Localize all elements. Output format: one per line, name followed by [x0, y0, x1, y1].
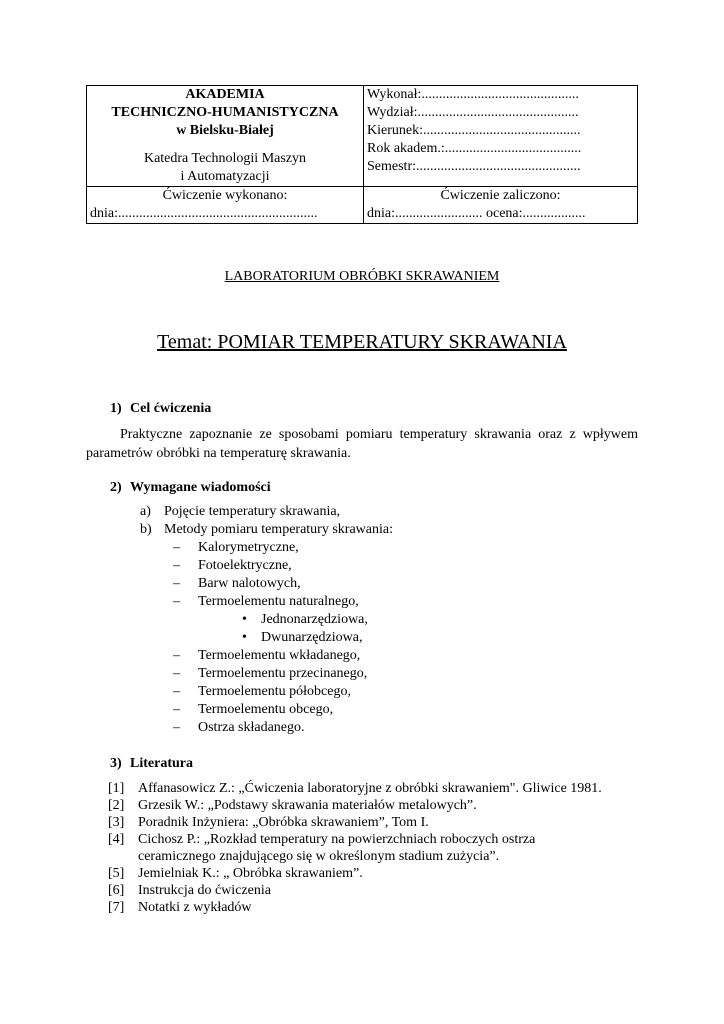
reference-number: [4]: [108, 832, 125, 847]
reference-number: [3]: [108, 815, 125, 830]
bullet-marker: •: [242, 630, 247, 645]
exercise-passed-cell: [364, 187, 638, 224]
dash-marker: –: [173, 648, 180, 663]
list-item-text: Metody pomiaru temperatury skrawania:: [164, 522, 393, 537]
field-rok-akademicki: Rok akadem.:.......................................: [367, 141, 582, 156]
section-1-text: Praktyczne zapoznanie ze sposobami pomiaru temperatury skrawania oraz z wpływem parametrów obróbki na temperaturę skrawania.: [86, 427, 638, 461]
list-marker: b): [140, 522, 152, 537]
reference-text: Poradnik Inżyniera: „Obróbka skrawaniem”, Tom I.: [138, 815, 429, 830]
reference-number: [7]: [108, 900, 125, 915]
lab-title: LABORATORIUM OBRÓBKI SKRAWANIEM: [224, 269, 500, 284]
institution-line3: w Bielsku-Białej: [176, 123, 274, 138]
method-text: Termoelementu wkładanego,: [198, 648, 361, 663]
reference-number: [6]: [108, 883, 125, 898]
method-text: Ostrza składanego.: [198, 720, 305, 735]
reference-number: [1]: [108, 781, 125, 796]
reference-text: Instrukcja do ćwiczenia: [138, 883, 271, 898]
section-1-title: Cel ćwiczenia: [130, 401, 212, 416]
method-text: Fotoelektryczne,: [198, 558, 292, 573]
method-text: Kalorymetryczne,: [198, 540, 299, 555]
section-1-heading: [110, 401, 211, 417]
reference-text: Jemielniak K.: „ Obróbka skrawaniem”.: [138, 866, 363, 881]
list-marker: a): [140, 504, 151, 519]
reference-text: Notatki z wykładów: [138, 900, 252, 915]
reference-text: ceramicznego znajdującego się w określonym stadium zużycia”.: [138, 849, 500, 864]
reference-number: [2]: [108, 798, 125, 813]
method-text: Termoelementu półobcego,: [198, 684, 351, 699]
exercise-done-cell: [87, 187, 364, 224]
method-text: Barw nalotowych,: [198, 576, 301, 591]
list-item-text: Pojęcie temperatury skrawania,: [164, 504, 341, 519]
section-3-number: 3): [110, 756, 122, 771]
institution-line2: TECHNICZNO-HUMANISTYCZNA: [111, 105, 339, 120]
dash-marker: –: [173, 594, 180, 609]
method-text: Termoelementu przecinanego,: [198, 666, 368, 681]
field-kierunek: Kierunek:.............................................: [367, 123, 581, 138]
institution-line1: AKADEMIA: [185, 87, 265, 102]
section-3-title: Literatura: [130, 756, 193, 771]
dash-marker: –: [173, 576, 180, 591]
section-2-number: 2): [110, 480, 122, 495]
field-semestr: Semestr:...............................................: [367, 159, 581, 174]
dash-marker: –: [173, 666, 180, 681]
student-fields-cell: [364, 86, 638, 187]
bullet-text: Jednonarzędziowa,: [261, 612, 368, 627]
department-line1: Katedra Technologii Maszyn: [143, 151, 307, 166]
exercise-passed-date: dnia:......................... ocena:..................: [367, 206, 586, 221]
method-text: Termoelementu naturalnego,: [198, 594, 359, 609]
exercise-done-date: dnia:.........................................................: [90, 206, 318, 221]
header-table: [86, 85, 638, 224]
department-line2: i Automatyzacji: [180, 169, 270, 184]
section-3-heading: [110, 756, 193, 772]
field-wykonal: Wykonał:.............................................: [367, 87, 579, 102]
exercise-passed-label: Ćwiczenie zaliczono:: [440, 188, 561, 203]
reference-text: Cichosz P.: „Rozkład temperatury na powierzchniach roboczych ostrza: [138, 832, 536, 847]
section-1-number: 1): [110, 401, 122, 416]
topic-title: Temat: POMIAR TEMPERATURY SKRAWANIA: [157, 331, 567, 353]
dash-marker: –: [173, 540, 180, 555]
exercise-done-label: Ćwiczenie wykonano:: [162, 188, 288, 203]
dash-marker: –: [173, 558, 180, 573]
section-2-heading: [110, 480, 271, 496]
dash-marker: –: [173, 720, 180, 735]
method-text: Termoelementu obcego,: [198, 702, 334, 717]
bullet-marker: •: [242, 612, 247, 627]
field-wydzial: Wydział:..............................................: [367, 105, 579, 120]
section-2-title: Wymagane wiadomości: [130, 480, 271, 495]
reference-number: [5]: [108, 866, 125, 881]
reference-text: Grzesik W.: „Podstawy skrawania materiałów metalowych”.: [138, 798, 477, 813]
dash-marker: –: [173, 684, 180, 699]
reference-text: Affanasowicz Z.: „Ćwiczenia laboratoryjne z obróbki skrawaniem". Gliwice 1981.: [138, 781, 602, 796]
institution-cell: [87, 86, 364, 187]
dash-marker: –: [173, 702, 180, 717]
bullet-text: Dwunarzędziowa,: [261, 630, 363, 645]
